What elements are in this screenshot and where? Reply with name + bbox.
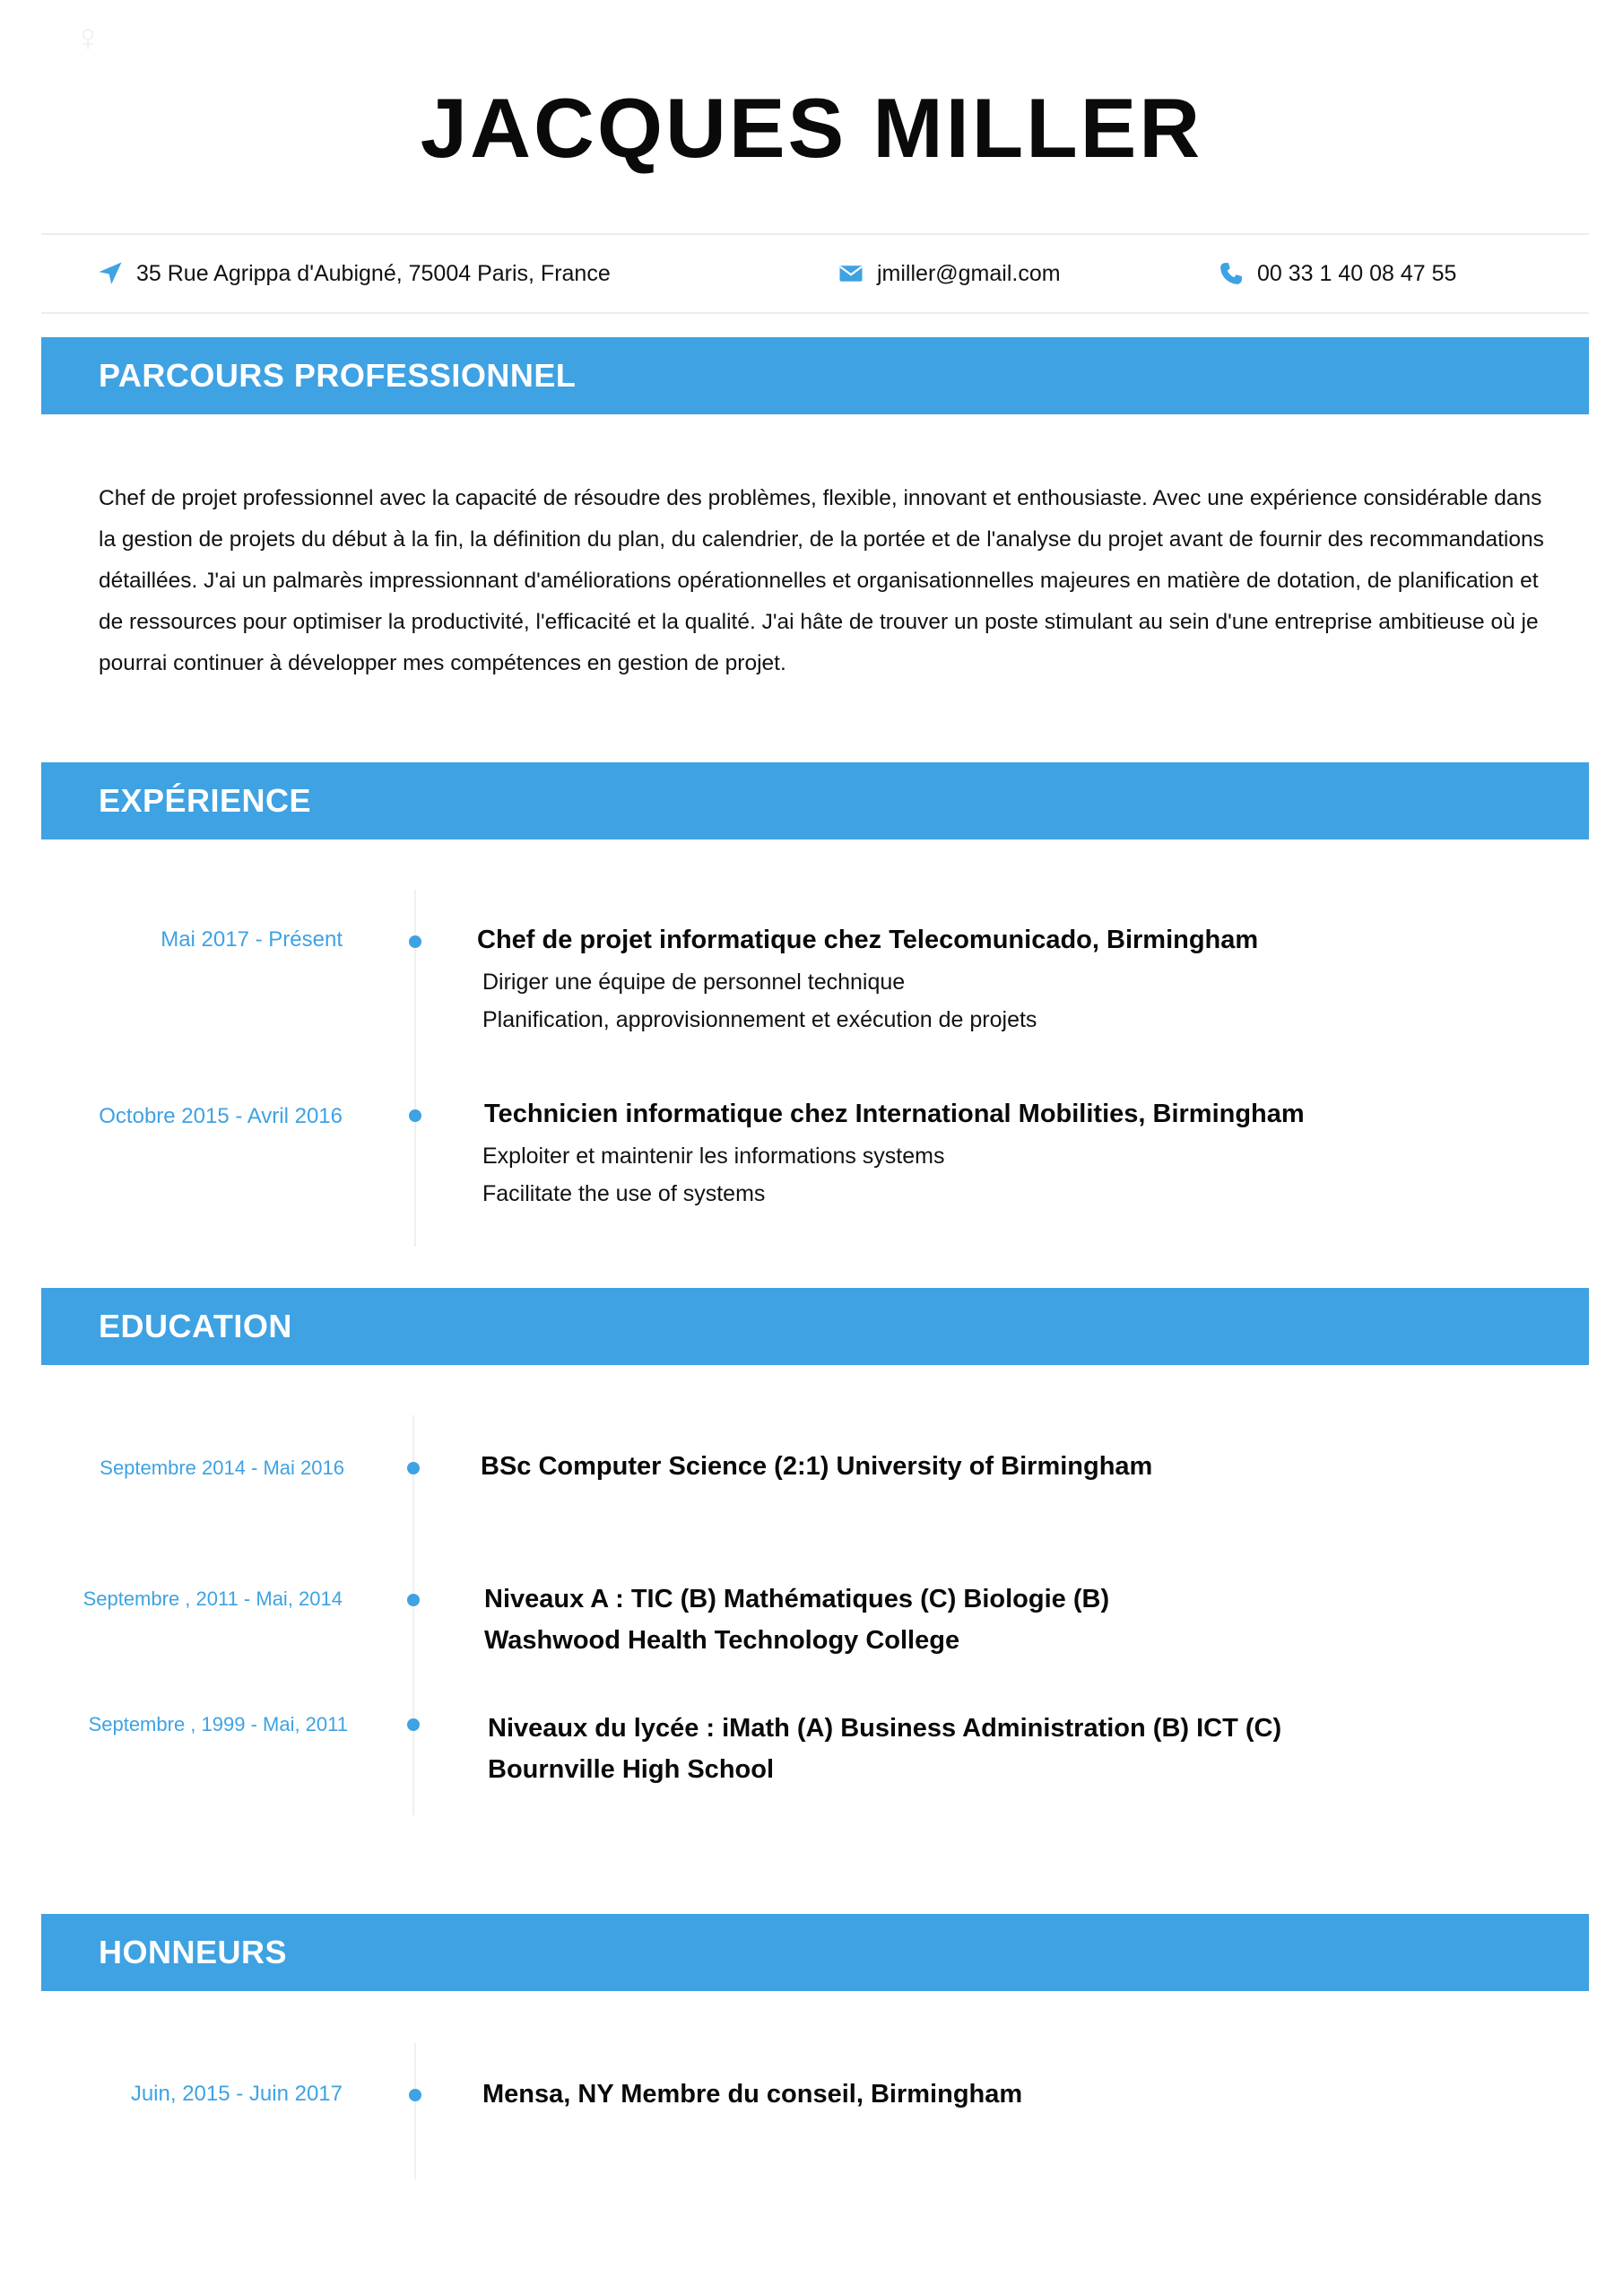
section-header-experience: EXPÉRIENCE bbox=[41, 762, 1589, 839]
education-title: Niveaux du lycée : iMath (A) Business Administration (B) ICT (C) bbox=[488, 1714, 1282, 1743]
education-date: Septembre , 1999 - Mai, 2011 bbox=[88, 1713, 348, 1735]
contact-email[interactable] bbox=[838, 235, 1061, 312]
section-header-profile: PARCOURS PROFESSIONNEL bbox=[41, 337, 1589, 414]
experience-title: Chef de projet informatique chez Telecomunicado, Birmingham bbox=[477, 926, 1259, 954]
experience-detail: Facilitate the use of systems bbox=[482, 1181, 766, 1206]
education-school: Washwood Health Technology College bbox=[484, 1626, 960, 1655]
timeline-dot bbox=[407, 1462, 420, 1474]
address-text: 35 Rue Agrippa d'Aubigné, 75004 Paris, France bbox=[136, 260, 611, 286]
timeline-dot bbox=[407, 1594, 420, 1606]
phone-icon bbox=[1218, 260, 1245, 287]
honors-date: Juin, 2015 - Juin 2017 bbox=[130, 2082, 343, 2106]
education-date: Septembre , 2011 - Mai, 2014 bbox=[82, 1587, 343, 1610]
envelope-icon bbox=[838, 260, 864, 287]
experience-date: Mai 2017 - Présent bbox=[161, 927, 343, 952]
profile-summary: Chef de projet professionnel avec la capacité de résoudre des problèmes, flexible, innovant et enthousiaste. Avec une expérience considérable dans la gestion de projets du début à la fin, la définition du plan, du calendrier, de la portée et de l'analyse du projet avant de fournir des recommandations détaillées. J'ai un palmarès impressionnant d'améliorations opérationnelles et organisationnelles majeures en matière de dotation, de planification et de ressources pour optimiser la productivité, l'efficacité et la qualité. J'ai hâte de trouver un poste stimulant au sein d'une entreprise ambitieuse où je pourrai continuer à développer mes compétences en gestion de projet. bbox=[99, 486, 1544, 675]
timeline-dot bbox=[409, 1109, 421, 1122]
phone-text[interactable]: 00 33 1 40 08 47 55 bbox=[1257, 260, 1457, 286]
contact-address bbox=[97, 235, 611, 312]
timeline-dot bbox=[407, 1718, 420, 1731]
logo-watermark-icon: ♀ bbox=[73, 16, 103, 60]
education-timeline bbox=[412, 1415, 414, 1815]
honors-title: Mensa, NY Membre du conseil, Birmingham bbox=[482, 2080, 1023, 2109]
experience-title: Technicien informatique chez International Mobilities, Birmingham bbox=[484, 1100, 1305, 1128]
experience-detail: Exploiter et maintenir les informations systems bbox=[482, 1144, 945, 1169]
education-date: Septembre 2014 - Mai 2016 bbox=[100, 1457, 344, 1479]
candidate-name: JACQUES MILLER bbox=[420, 81, 1203, 175]
contact-bar bbox=[41, 233, 1589, 314]
experience-detail: Diriger une équipe de personnel technique bbox=[482, 970, 906, 995]
contact-phone[interactable] bbox=[1218, 235, 1456, 312]
timeline-dot bbox=[409, 2089, 421, 2101]
education-school: Bournville High School bbox=[488, 1755, 775, 1784]
experience-date: Octobre 2015 - Avril 2016 bbox=[99, 1104, 343, 1128]
email-text[interactable]: jmiller@gmail.com bbox=[877, 260, 1061, 286]
section-header-honors: HONNEURS bbox=[41, 1914, 1589, 1991]
honors-timeline bbox=[414, 2043, 416, 2179]
experience-detail: Planification, approvisionnement et exécution de projets bbox=[482, 1007, 1037, 1032]
education-title: Niveaux A : TIC (B) Mathématiques (C) Biologie (B) bbox=[484, 1585, 1110, 1613]
education-title: BSc Computer Science (2:1) University of Birmingham bbox=[481, 1452, 1153, 1481]
timeline-dot bbox=[409, 935, 421, 948]
location-arrow-icon bbox=[97, 260, 124, 287]
section-header-education: EDUCATION bbox=[41, 1288, 1589, 1365]
